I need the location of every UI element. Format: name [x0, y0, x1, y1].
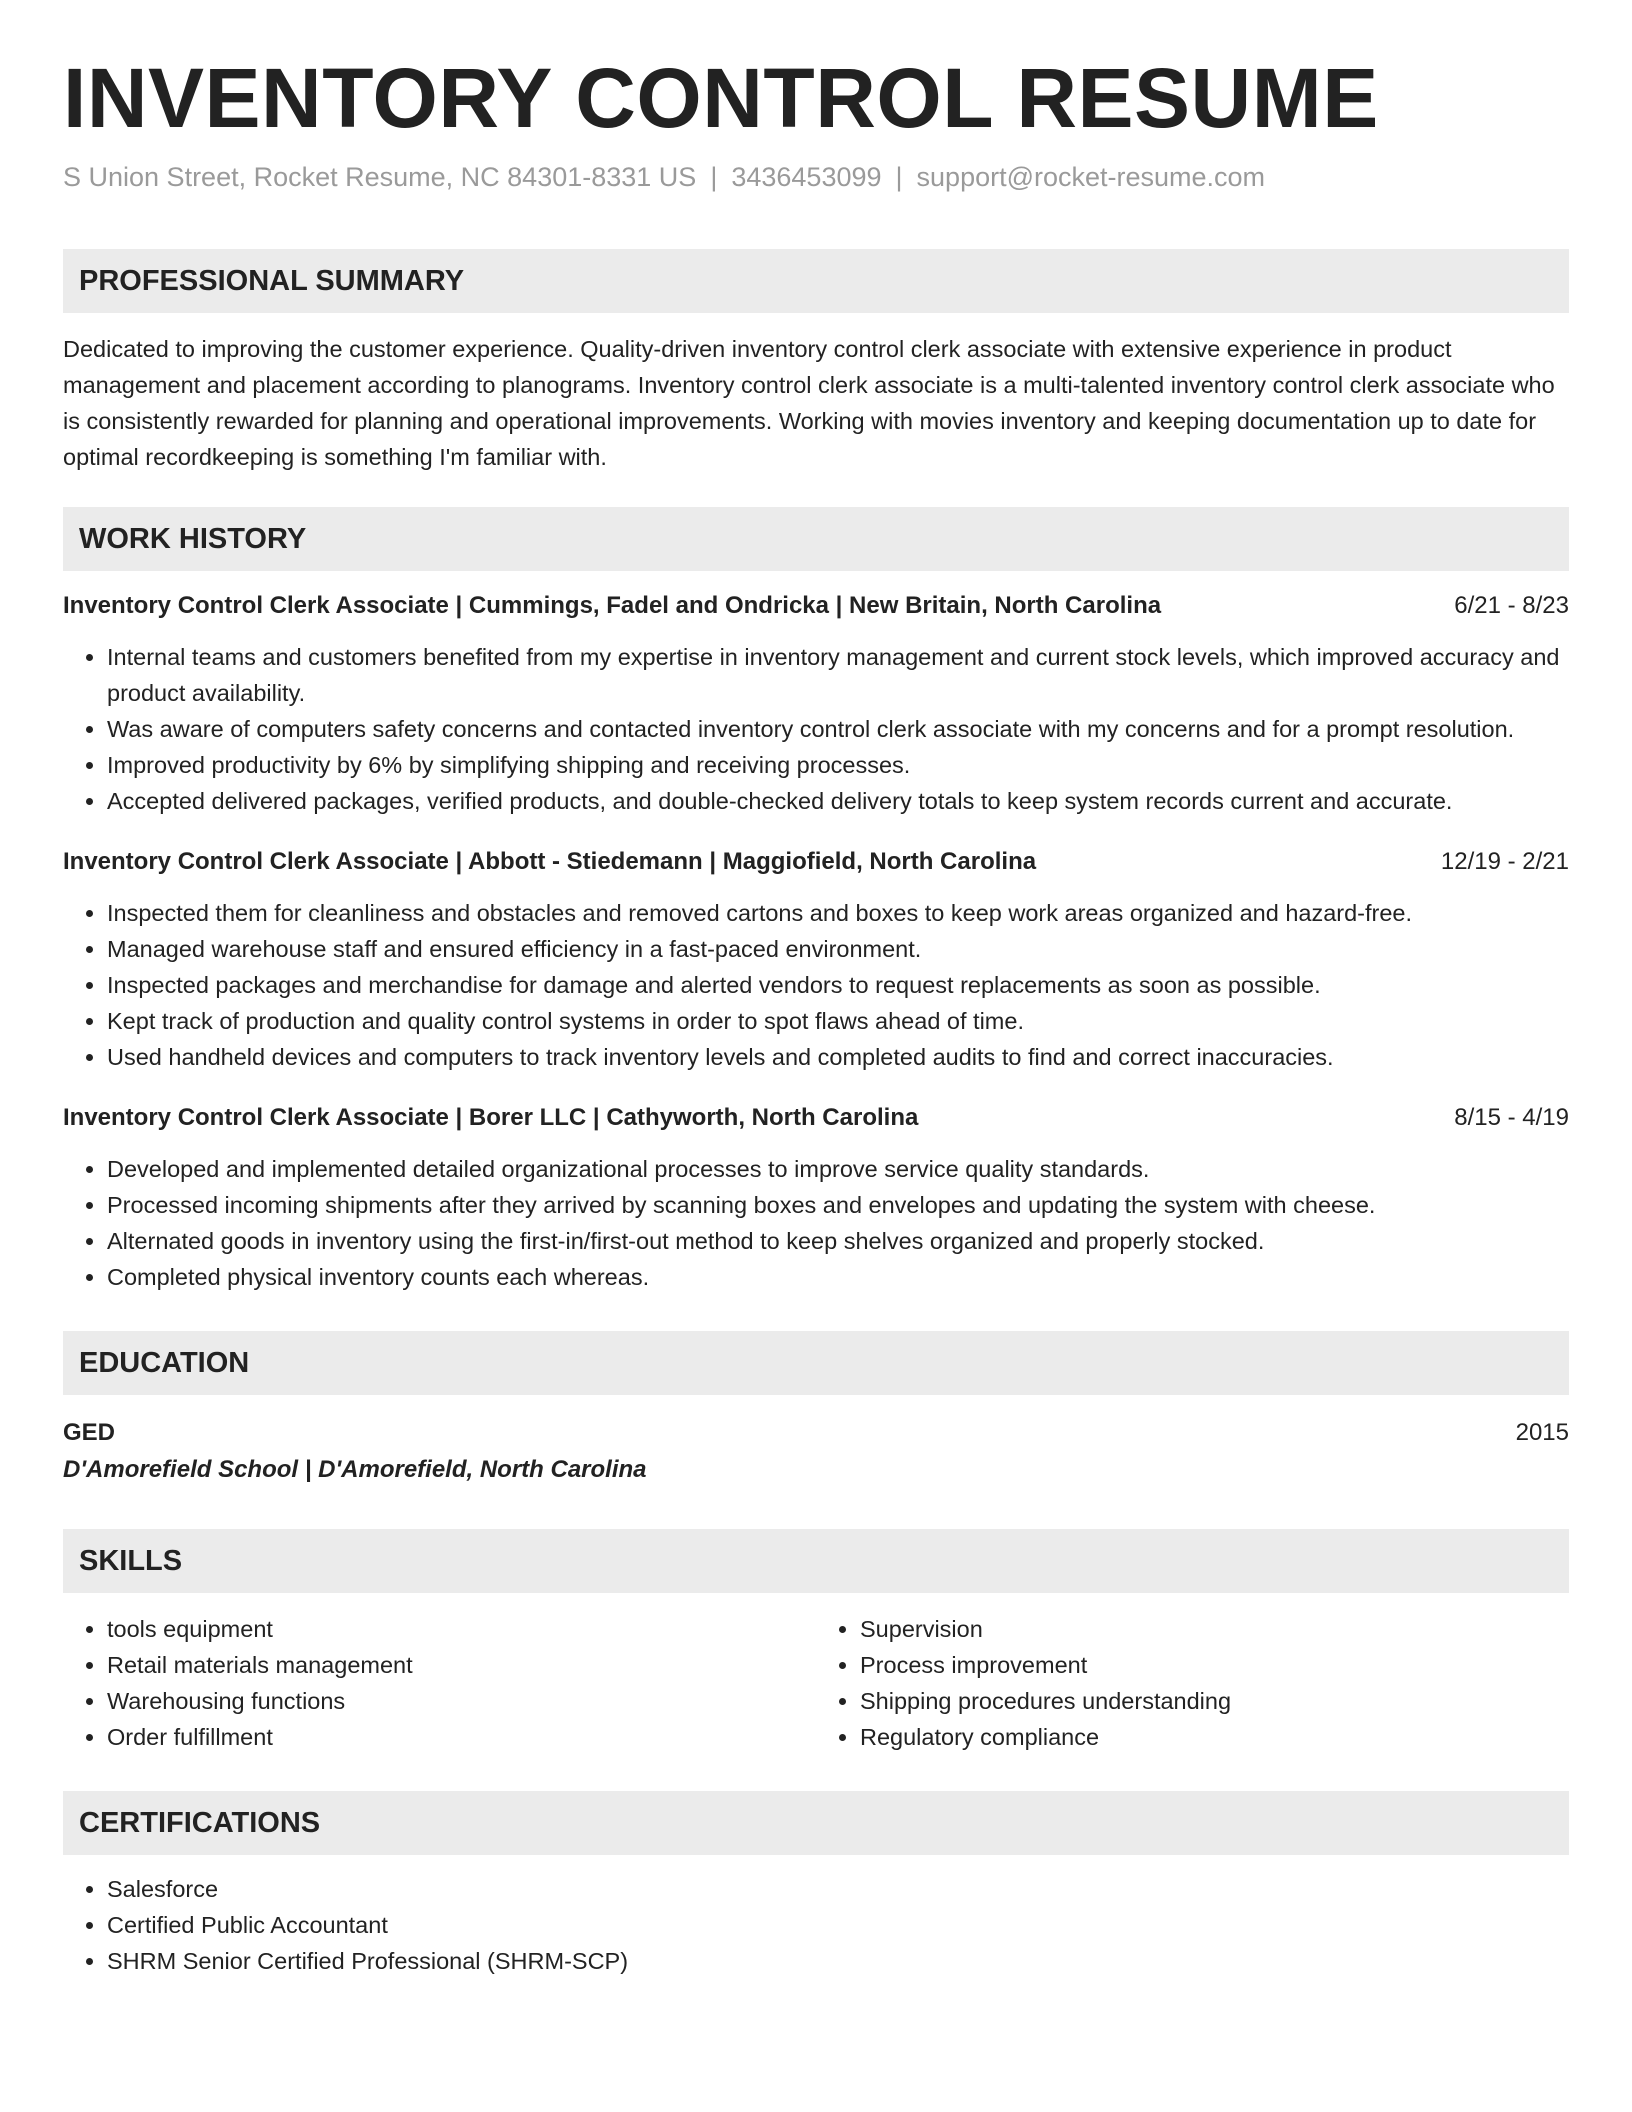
job-bullet: • Was aware of computers safety concerns and contacted inventory control clerk associate with my concerns and for a prompt resolution.: [107, 711, 1569, 747]
skill-item: • Supervision: [860, 1611, 1569, 1647]
job-bullets: [63, 639, 1569, 819]
section-header-work-history: WORK HISTORY: [63, 507, 1569, 571]
job-bullets: [63, 895, 1569, 1075]
skill-item: • Process improvement: [860, 1647, 1569, 1683]
job-bullet: • Developed and implemented detailed organizational processes to improve service quality standards.: [107, 1151, 1569, 1187]
contact-email: support@rocket-resume.com: [916, 162, 1266, 193]
job-bullet: • Accepted delivered packages, verified products, and double-checked delivery totals to keep system records current and accurate.: [107, 783, 1569, 819]
job-entry: [63, 845, 1569, 1075]
education-degree: GED: [63, 1419, 116, 1447]
skill-item: • Order fulfillment: [107, 1719, 816, 1755]
job-entry: [63, 1101, 1569, 1295]
skill-item: • Shipping procedures understanding: [860, 1683, 1569, 1719]
skills-grid: [63, 1611, 1569, 1755]
certifications-list: [63, 1871, 1569, 1979]
education-header: [63, 1415, 1569, 1451]
summary-text: Dedicated to improving the customer experience. Quality-driven inventory control clerk associate with extensive experience in product management and placement according to planograms. Inventory control clerk associate is a multi-talented inventory control clerk associate who is consistently rewarded for planning and operational improvements. Working with movies inventory and keeping documentation up to date for optimal recordkeeping is something I'm familiar with.: [63, 336, 1555, 471]
certification-item: • SHRM Senior Certified Professional (SHRM-SCP): [107, 1943, 1569, 1979]
skill-item: • tools equipment: [107, 1611, 816, 1647]
certification-item: • Certified Public Accountant: [107, 1907, 1569, 1943]
resume-title: INVENTORY CONTROL RESUME: [63, 51, 1379, 145]
section-header-skills: SKILLS: [63, 1529, 1569, 1593]
section-header-certifications: CERTIFICATIONS: [63, 1791, 1569, 1855]
job-dates: 12/19 - 2/21: [1440, 848, 1569, 876]
job-bullet: • Alternated goods in inventory using the first-in/first-out method to keep shelves organized and properly stocked.: [107, 1223, 1569, 1259]
job-bullet: • Internal teams and customers benefited from my expertise in inventory management and current stock levels, which improved accuracy and product availability.: [107, 639, 1569, 711]
job-bullet: • Processed incoming shipments after they arrived by scanning boxes and envelopes and updating the system with cheese.: [107, 1187, 1569, 1223]
job-bullet: • Managed warehouse staff and ensured efficiency in a fast-paced environment.: [107, 931, 1569, 967]
contact-phone: 3436453099: [731, 162, 882, 193]
certification-item: • Salesforce: [107, 1871, 1569, 1907]
job-title: Inventory Control Clerk Associate | Cummings, Fadel and Ondricka | New Britain, North Carolina: [63, 592, 1162, 620]
job-bullet: • Used handheld devices and computers to track inventory levels and completed audits to find and correct inaccuracies.: [107, 1039, 1569, 1075]
job-header: [63, 845, 1569, 879]
skill-item: • Retail materials management: [107, 1647, 816, 1683]
job-header: [63, 1101, 1569, 1135]
job-entry: [63, 589, 1569, 819]
job-title: Inventory Control Clerk Associate | Abbott - Stiedemann | Maggiofield, North Carolina: [63, 848, 1037, 876]
job-bullet: • Inspected packages and merchandise for damage and alerted vendors to request replacements as soon as possible.: [107, 967, 1569, 1003]
job-dates: 8/15 - 4/19: [1454, 1104, 1569, 1132]
contact-separator: |: [710, 162, 718, 193]
skills-column-right: [816, 1611, 1569, 1755]
section-header-education: EDUCATION: [63, 1331, 1569, 1395]
education-school: D'Amorefield School | D'Amorefield, North Carolina: [63, 1456, 647, 1484]
skills-column-left: [63, 1611, 816, 1755]
section-header-summary: PROFESSIONAL SUMMARY: [63, 249, 1569, 313]
job-bullet: • Inspected them for cleanliness and obstacles and removed cartons and boxes to keep work areas organized and hazard-free.: [107, 895, 1569, 931]
education-year: 2015: [1515, 1419, 1569, 1447]
job-bullets: [63, 1151, 1569, 1295]
education-entry: [63, 1415, 1569, 1489]
contact-line: [63, 160, 1569, 195]
contact-address: S Union Street, Rocket Resume, NC 84301-8331 US: [63, 162, 697, 193]
job-bullet: • Completed physical inventory counts each whereas.: [107, 1259, 1569, 1295]
job-bullet: • Kept track of production and quality control systems in order to spot flaws ahead of time.: [107, 1003, 1569, 1039]
job-header: [63, 589, 1569, 623]
job-dates: 6/21 - 8/23: [1454, 592, 1569, 620]
job-title: Inventory Control Clerk Associate | Borer LLC | Cathyworth, North Carolina: [63, 1104, 919, 1132]
job-bullet: • Improved productivity by 6% by simplifying shipping and receiving processes.: [107, 747, 1569, 783]
skill-item: • Warehousing functions: [107, 1683, 816, 1719]
contact-separator: |: [895, 162, 903, 193]
skill-item: • Regulatory compliance: [860, 1719, 1569, 1755]
